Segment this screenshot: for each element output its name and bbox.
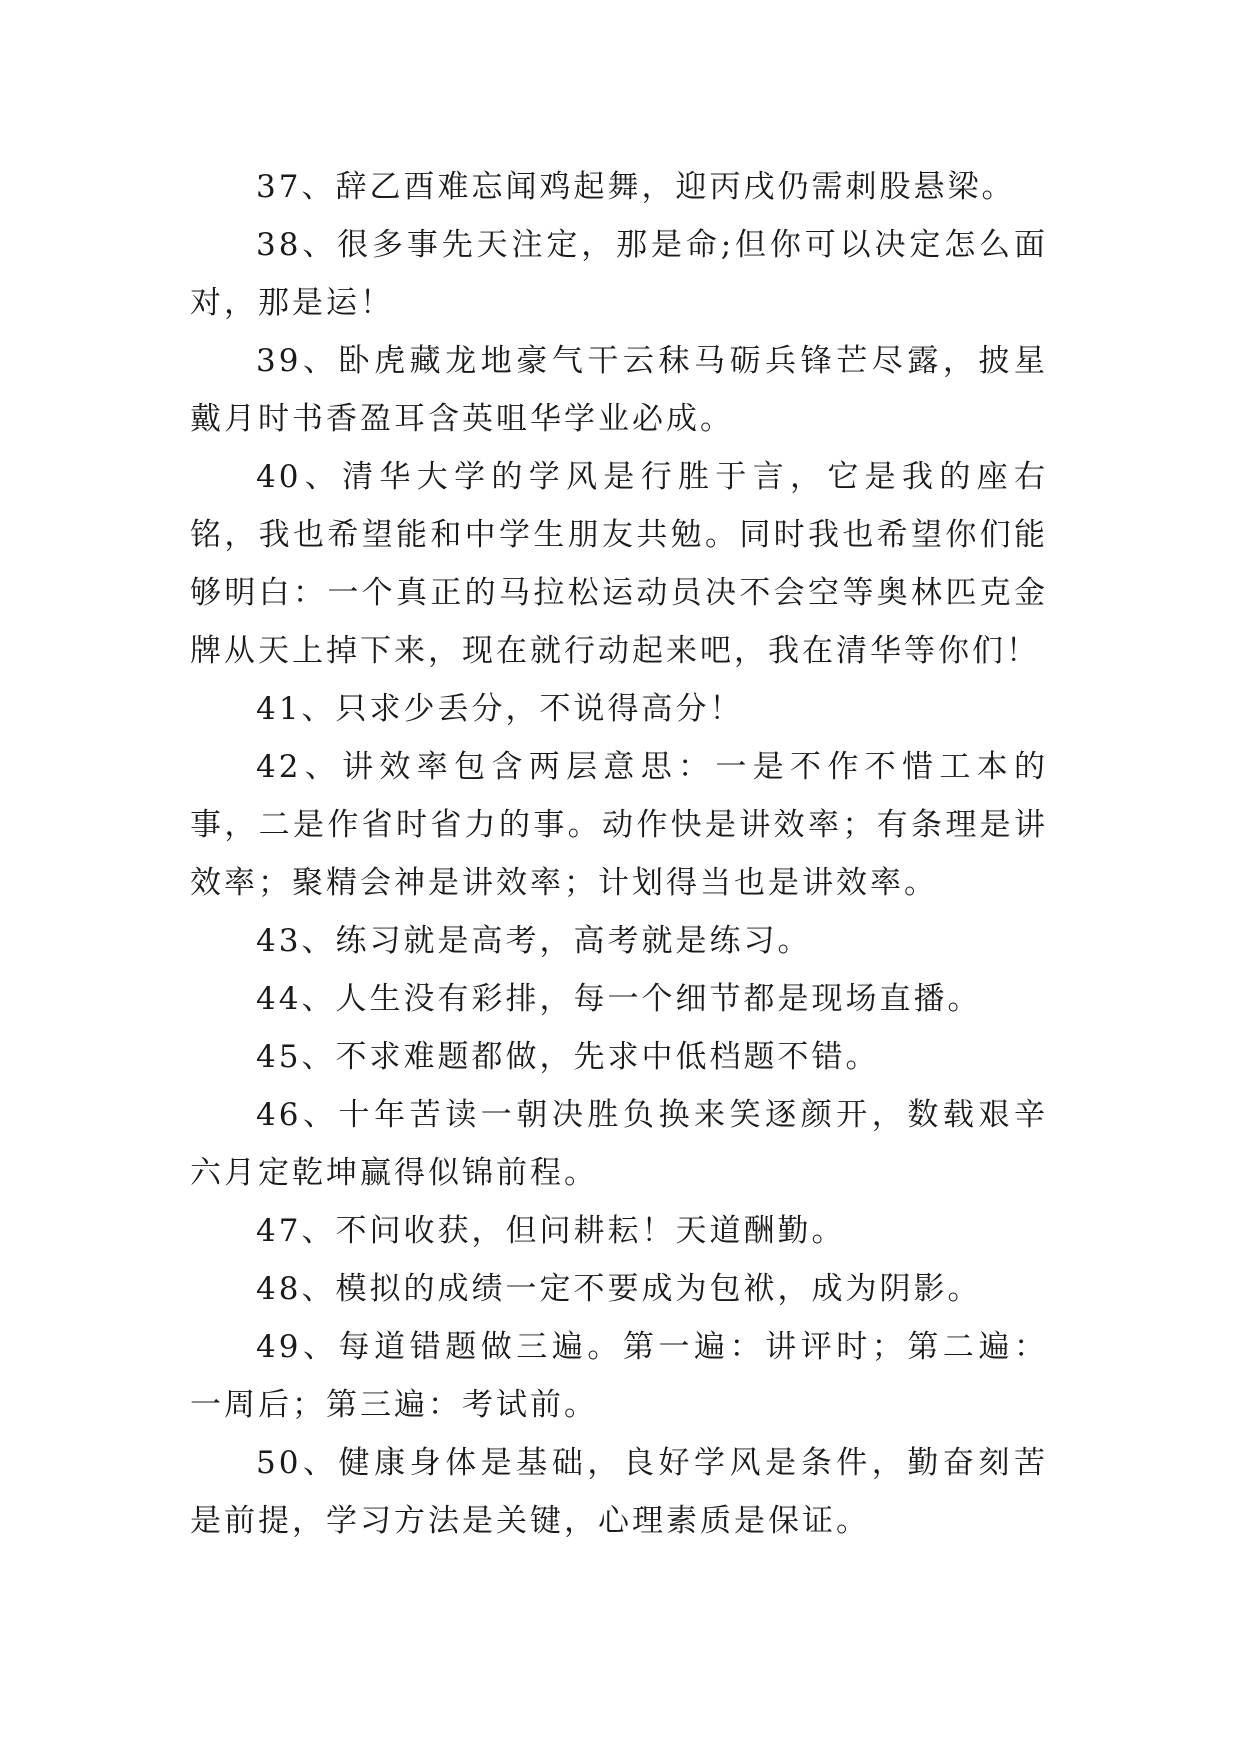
- paragraph-40: 40、清华大学的学风是行胜于言，它是我的座右铭，我也希望能和中学生朋友共勉。同时我也希望你们能够明白：一个真正的马拉松运动员决不会空等奥林匹克金牌从天上掉下来，现在就行动起来吧，我在清华等你们！: [190, 459, 1048, 669]
- paragraph-46: 46、十年苦读一朝决胜负换来笑逐颜开，数载艰辛六月定乾坤赢得似锦前程。: [190, 1097, 1048, 1191]
- document-body: [190, 158, 1048, 1550]
- paragraph-45: 45、不求难题都做，先求中低档题不错。: [256, 1039, 880, 1075]
- paragraph-38: 38、很多事先天注定，那是命;但你可以决定怎么面对，那是运！: [190, 227, 1048, 321]
- paragraph-42: 42、讲效率包含两层意思：一是不作不惜工本的事，二是作省时省力的事。动作快是讲效率；有条理是讲效率；聚精会神是讲效率；计划得当也是讲效率。: [190, 749, 1048, 901]
- paragraph-48: 48、模拟的成绩一定不要成为包袱，成为阴影。: [256, 1271, 982, 1307]
- paragraph-39: 39、卧虎藏龙地豪气干云秣马砺兵锋芒尽露，披星戴月时书香盈耳含英咀华学业必成。: [190, 343, 1048, 437]
- paragraph-49: 49、每道错题做三遍。第一遍：讲评时；第二遍：一周后；第三遍：考试前。: [190, 1329, 1048, 1423]
- paragraph-44: 44、人生没有彩排，每一个细节都是现场直播。: [256, 981, 982, 1017]
- paragraph-43: 43、练习就是高考，高考就是练习。: [256, 923, 812, 959]
- paragraph-47: 47、不问收获，但问耕耘！天道酬勤。: [256, 1213, 846, 1249]
- paragraph-37: 37、辞乙酉难忘闻鸡起舞，迎丙戌仍需刺股悬梁。: [256, 169, 1016, 205]
- paragraph-50: 50、健康身体是基础，良好学风是条件，勤奋刻苦是前提，学习方法是关键，心理素质是保证。: [190, 1445, 1048, 1539]
- paragraph-41: 41、只求少丢分，不说得高分！: [256, 691, 744, 727]
